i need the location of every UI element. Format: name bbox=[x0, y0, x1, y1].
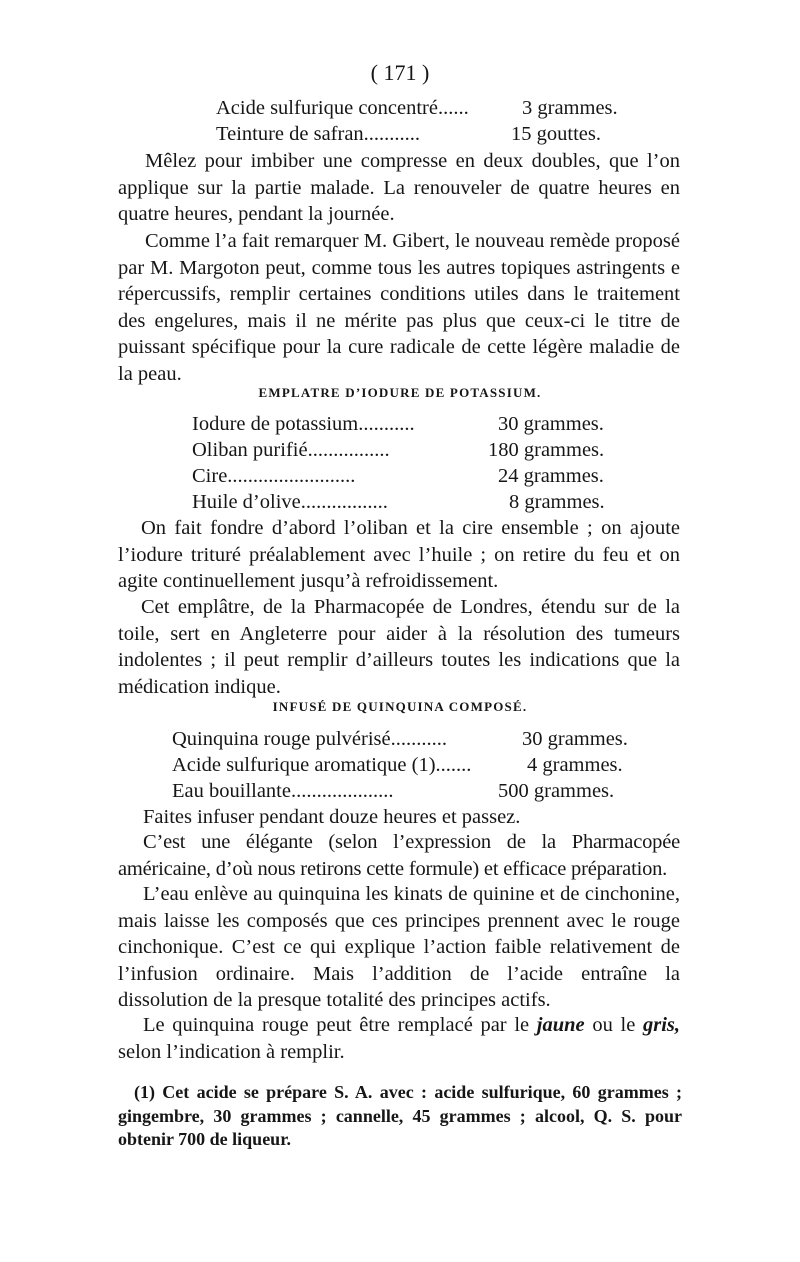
quantity: 15 gouttes. bbox=[511, 123, 601, 145]
quantity: 8 grammes. bbox=[509, 491, 605, 513]
ingredient: Teinture de safran........... bbox=[216, 123, 421, 145]
ingredient: Huile d’olive................. bbox=[192, 491, 388, 513]
paragraph-text: Le quinquina rouge peut être remplacé par le bbox=[143, 1014, 537, 1036]
quantity: 500 grammes. bbox=[498, 780, 615, 802]
section-heading: EMPLATRE D’IODURE DE POTASSIUM. bbox=[258, 385, 542, 400]
quantity: 3 grammes. bbox=[522, 97, 618, 119]
ingredient: Quinquina rouge pulvérisé........... bbox=[172, 728, 447, 750]
paragraph: Mêlez pour imbiber une compresse en deux doubles, que l’on applique sur la partie malade. La renouveler de quatre heures en quatre heures, pendant la journée. bbox=[118, 150, 680, 226]
ingredient: Acide sulfurique concentré...... bbox=[216, 97, 469, 119]
quantity: 24 grammes. bbox=[498, 465, 604, 487]
footnote: (1) Cet acide se prépare S. A. avec : acide sulfurique, 60 grammes ; gingembre, 30 grammes ; cannelle, 45 grammes ; alcool, Q. S. pour obtenir 700 de liqueur. bbox=[118, 1082, 682, 1149]
emphasized-word: jaune bbox=[536, 1014, 585, 1036]
paragraph: L’eau enlève au quinquina les kinats de quinine et de cinchonine, mais laisse les composés que ces principes prennent avec le rouge cinchonique. C’est ce qui explique l’action faible relativement de l’infusion ordinaire. Mais l’addition de l’acide entraîne la dissolution de la presque totalité des principes actifs. bbox=[118, 883, 680, 1012]
paragraph: Comme l’a fait remarquer M. Gibert, le nouveau remède proposé par M. Margoton peut, comme tous les autres topiques astringents e répercussifs, remplir certaines conditions utiles dans le traitement des engelures, mais il ne mérite pas plus que ceux-ci le titre de puissant spécifique pour la cure radicale de cette légère maladie de la peau. bbox=[118, 230, 680, 385]
paragraph-text: ou le bbox=[584, 1014, 643, 1036]
section-heading: INFUSÉ DE QUINQUINA COMPOSÉ. bbox=[272, 699, 528, 714]
ingredient: Cire......................... bbox=[192, 465, 356, 487]
quantity: 30 grammes. bbox=[498, 413, 604, 435]
quantity: 4 grammes. bbox=[527, 754, 623, 776]
paragraph: On fait fondre d’abord l’oliban et la cire ensemble ; on ajoute l’iodure trituré préalablement avec l’huile ; on retire du feu et on agite continuellement jusqu’à refroidissement. bbox=[118, 517, 680, 593]
ingredient: Iodure de potassium........... bbox=[192, 413, 415, 435]
ingredient: Eau bouillante.................... bbox=[172, 780, 394, 802]
paragraph: Cet emplâtre, de la Pharmacopée de Londres, étendu sur de la toile, sert en Angleterre pour aider à la résolution des tumeurs indolentes ; il peut remplir d’ailleurs toutes les indications que la médication indique. bbox=[118, 596, 680, 698]
ingredient: Acide sulfurique aromatique (1)....... bbox=[172, 754, 472, 776]
paragraph bbox=[118, 1012, 680, 1065]
paragraph: C’est une élégante (selon l’expression de la Pharmacopée américaine, d’où nous retirons cette formule) et efficace préparation. bbox=[118, 831, 680, 880]
ingredient: Oliban purifié................ bbox=[192, 439, 390, 461]
quantity: 30 grammes. bbox=[522, 728, 628, 750]
paragraph-text: selon l’indication à remplir. bbox=[118, 1040, 345, 1063]
page-number: ( 171 ) bbox=[370, 60, 430, 85]
emphasized-word: gris, bbox=[642, 1014, 681, 1036]
paragraph: Faites infuser pendant douze heures et passez. bbox=[143, 806, 521, 828]
quantity: 180 grammes. bbox=[488, 439, 605, 461]
